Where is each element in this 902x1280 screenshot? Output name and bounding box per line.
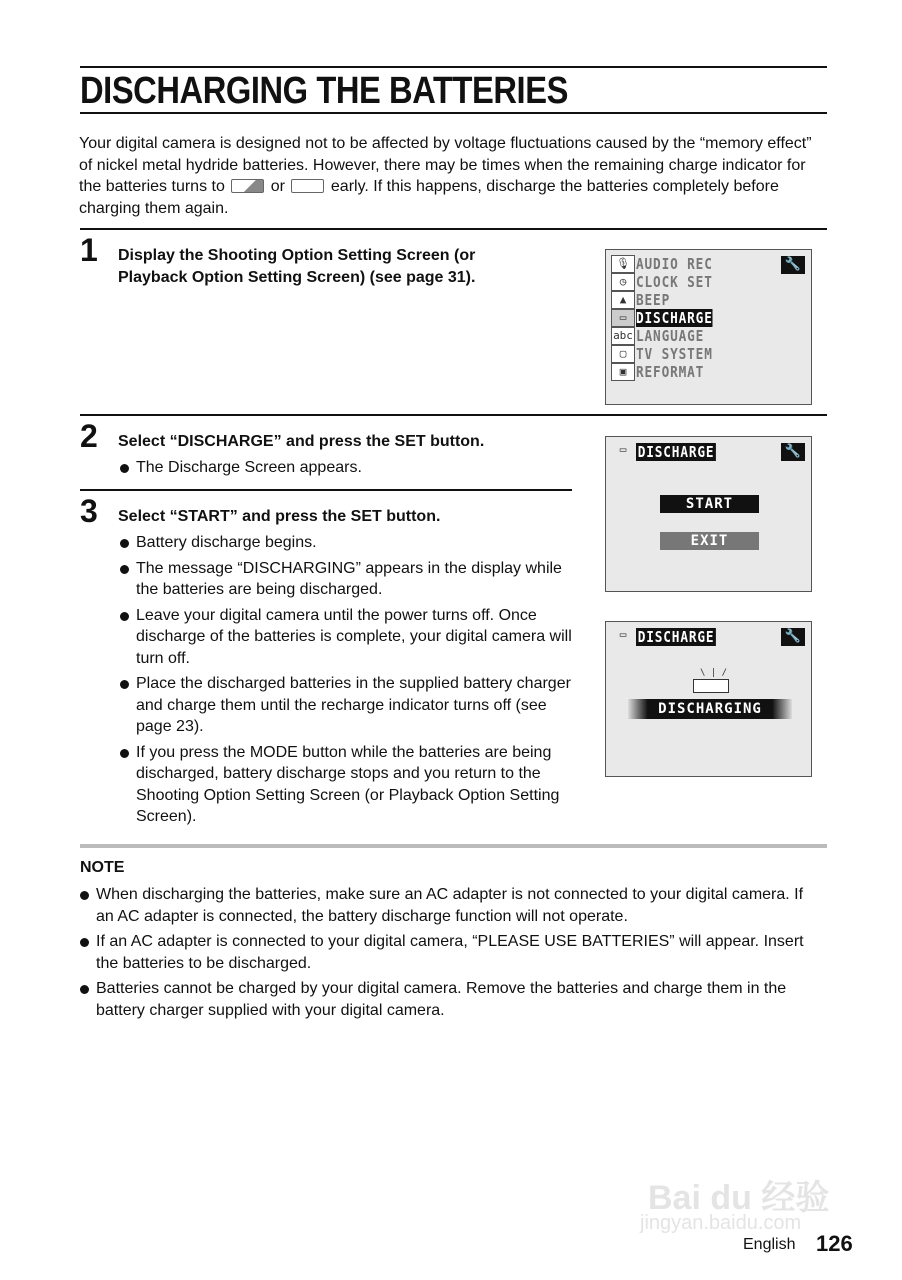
menu-item-language: LANGUAGE	[636, 327, 705, 345]
page-title: DISCHARGING THE BATTERIES	[80, 70, 568, 112]
step-title: Select “START” and press the SET button.	[118, 508, 441, 525]
step-number: 3	[80, 493, 98, 529]
clock-icon: ◷	[611, 273, 635, 291]
title-top-rule	[80, 66, 827, 68]
watermark-url: jingyan.baidu.com	[640, 1212, 802, 1234]
step2-rule	[80, 414, 827, 416]
mic-icon: 🎙	[611, 255, 635, 273]
step1-rule	[80, 228, 827, 230]
discharging-message: DISCHARGING	[628, 699, 792, 719]
discharge-screen	[605, 436, 812, 592]
bell-icon: ▲	[611, 291, 635, 309]
menu-item-reformat: REFORMAT	[636, 363, 705, 381]
menu-item-audio-rec: AUDIO REC	[636, 255, 713, 273]
tv-icon: ▢	[611, 345, 635, 363]
menu-item-tv-system: TV SYSTEM	[636, 345, 713, 363]
wrench-icon: 🔧	[781, 256, 805, 274]
battery-spark-icon: \ | /	[700, 668, 728, 678]
footer-language: English	[743, 1236, 796, 1253]
battery-empty-icon	[291, 179, 324, 193]
wrench-icon: 🔧	[781, 628, 805, 646]
baidu-watermark: Bai du 经验	[648, 1179, 830, 1217]
list-item: Batteries cannot be charged by your digital camera. Remove the batteries and charge them in the battery charger supplied with your digital camera.	[80, 978, 820, 1021]
list-item: Battery discharge begins.	[120, 532, 572, 554]
screen-header: DISCHARGE	[637, 443, 715, 461]
title-bottom-rule	[80, 112, 827, 114]
note-rule	[80, 844, 827, 848]
step3-bullets	[120, 532, 572, 832]
note-heading: NOTE	[80, 859, 125, 876]
wrench-icon: 🔧	[781, 443, 805, 461]
menu-item-beep: BEEP	[636, 291, 671, 309]
start-option: START	[660, 495, 759, 513]
list-item: When discharging the batteries, make sure an AC adapter is not connected to your digital camera. If an AC adapter is connected, the battery discharge function will not operate.	[80, 884, 820, 927]
menu-item-clock-set: CLOCK SET	[636, 273, 713, 291]
battery-icon: ▭	[619, 443, 627, 456]
battery-icon: ▭	[619, 628, 627, 641]
intro-paragraph: Your digital camera is designed not to be affected by voltage fluctuations caused by the “memory effect” of nickel metal hydride batteries. However, there may be times when the remaining charge indicator for the batteries turns to or early. If this happens, discharge the batteries completely before charging them again.	[79, 135, 812, 217]
step-title: Select “DISCHARGE” and press the SET button.	[118, 433, 485, 450]
battery-low-icon	[231, 179, 264, 193]
discharging-screen	[605, 621, 812, 777]
battery-icon: ▭	[611, 309, 635, 327]
screen-header: DISCHARGE	[637, 628, 715, 646]
note-bullets	[80, 884, 820, 1025]
list-item: The Discharge Screen appears.	[120, 457, 570, 479]
step-number: 1	[80, 232, 98, 268]
list-item: If you press the MODE button while the batteries are being discharged, battery discharge stops and you return to the Shooting Option Setting Screen (or Playback Option Setting Screen).	[120, 742, 572, 828]
step-title: Display the Shooting Option Setting Screen (or Playback Option Setting Screen) (see page 31).	[118, 247, 476, 286]
list-item: Place the discharged batteries in the supplied battery charger and charge them until the recharge indicator turns off (see page 23).	[120, 673, 572, 738]
step2-bullets	[120, 457, 570, 483]
page-number: 126	[816, 1231, 853, 1256]
discharging-battery-icon	[693, 679, 729, 693]
list-item: If an AC adapter is connected to your digital camera, “PLEASE USE BATTERIES” will appear. Insert the batteries to be discharged.	[80, 931, 820, 974]
step-number: 2	[80, 418, 98, 454]
card-icon: ▣	[611, 363, 635, 381]
list-item: Leave your digital camera until the power turns off. Once discharge of the batteries is complete, your digital camera will turn off.	[120, 605, 572, 670]
menu-item-discharge: DISCHARGE	[636, 309, 713, 327]
step3-rule	[80, 489, 572, 491]
abc-icon: abc	[611, 327, 635, 345]
exit-option: EXIT	[660, 532, 759, 550]
option-menu-screen	[605, 249, 812, 405]
list-item: The message “DISCHARGING” appears in the display while the batteries are being discharged.	[120, 558, 572, 601]
